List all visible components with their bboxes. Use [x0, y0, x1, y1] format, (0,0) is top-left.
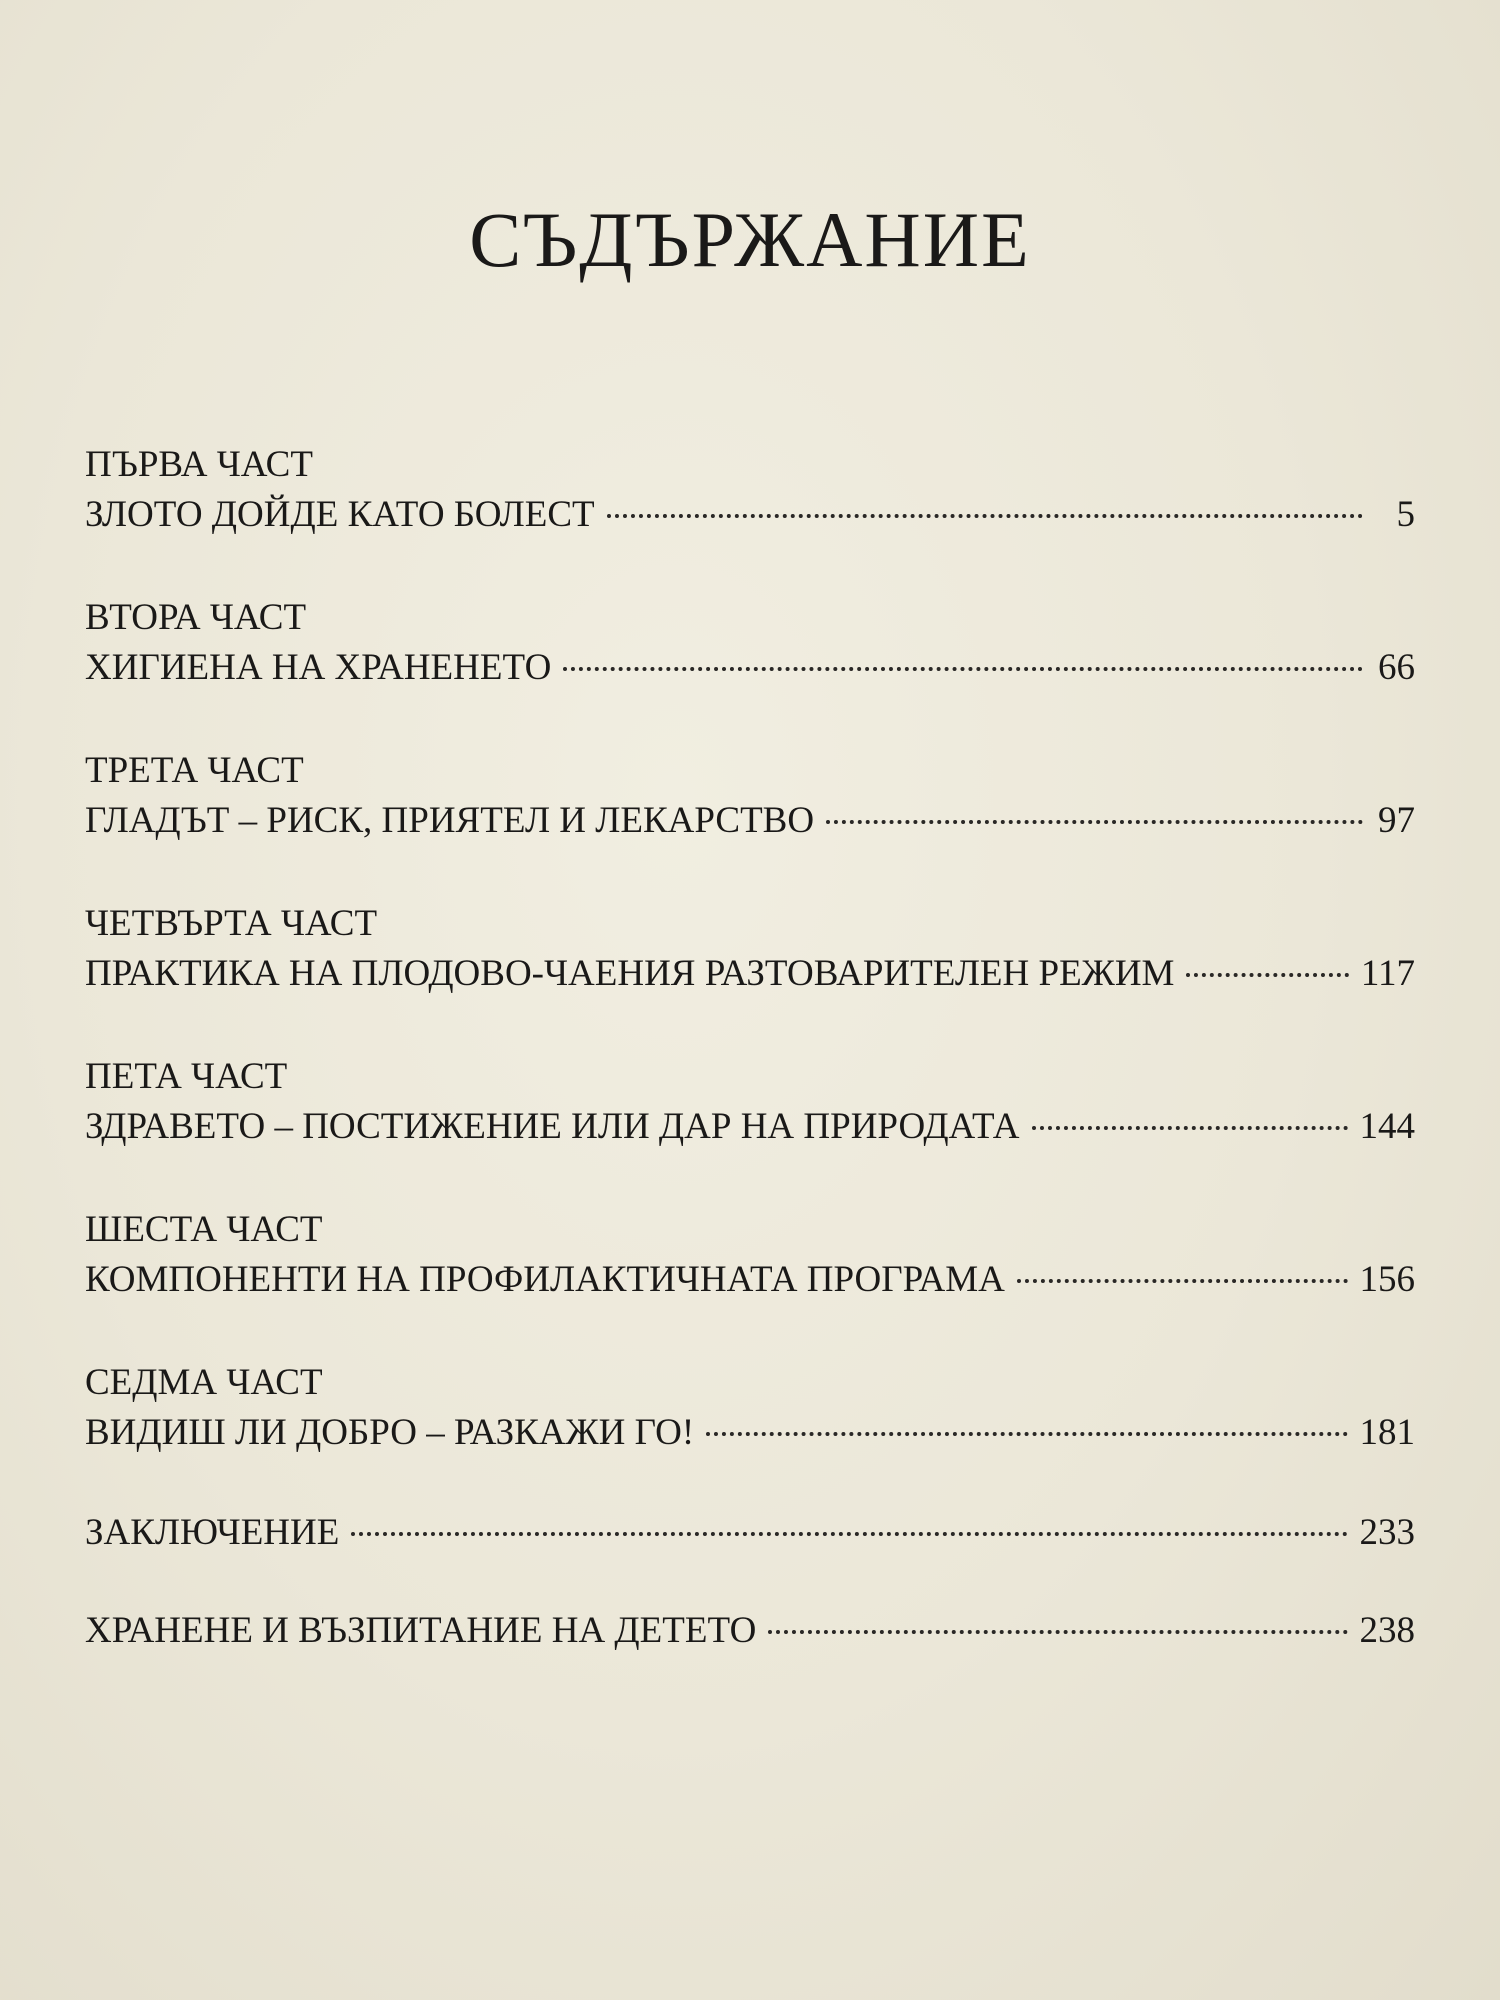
toc-chapter-title: ЗЛОТО ДОЙДЕ КАТО БОЛЕСТ [85, 494, 595, 535]
toc-part-label: ВТОРА ЧАСТ [85, 597, 307, 638]
toc-part-label: ПЕТА ЧАСТ [85, 1056, 288, 1097]
toc-line [85, 490, 1415, 540]
toc-entry [85, 440, 1415, 540]
toc-chapter-title: ЗАКЛЮЧЕНИЕ [85, 1512, 340, 1553]
toc-part-label: СЕДМА ЧАСТ [85, 1362, 323, 1403]
toc-entry [85, 1606, 1415, 1656]
toc-entry [85, 1358, 1415, 1458]
page-title: СЪДЪРЖАНИЕ [469, 196, 1031, 283]
dot-leader [1017, 1279, 1348, 1283]
toc-entry [85, 899, 1415, 999]
dot-leader [1186, 973, 1348, 977]
toc-line [85, 796, 1415, 846]
table-of-contents [85, 440, 1415, 1656]
toc-entry [85, 593, 1415, 693]
toc-line [85, 1255, 1415, 1305]
toc-part-label: ЧЕТВЪРТА ЧАСТ [85, 903, 378, 944]
toc-page-number: 97 [1378, 800, 1415, 841]
dot-leader [826, 820, 1363, 824]
toc-line [85, 1102, 1415, 1152]
toc-line [85, 949, 1415, 999]
dot-leader [706, 1432, 1347, 1436]
toc-chapter-title: КОМПОНЕНТИ НА ПРОФИЛАКТИЧНАТА ПРОГРАМА [85, 1259, 1005, 1300]
dot-leader [351, 1532, 1347, 1536]
toc-part-label: ТРЕТА ЧАСТ [85, 750, 304, 791]
toc-entry [85, 1052, 1415, 1152]
toc-line [85, 643, 1415, 693]
toc-chapter-title: ХРАНЕНЕ И ВЪЗПИТАНИЕ НА ДЕТЕТО [85, 1610, 757, 1651]
dot-leader [563, 667, 1363, 671]
toc-line [85, 1408, 1415, 1458]
toc-chapter-title: ВИДИШ ЛИ ДОБРО – РАЗКАЖИ ГО! [85, 1412, 695, 1453]
toc-line [85, 1508, 1415, 1558]
dot-leader [607, 514, 1363, 518]
toc-page-number: 233 [1359, 1512, 1415, 1553]
toc-part-label: ПЪРВА ЧАСТ [85, 444, 313, 485]
toc-entry [85, 746, 1415, 846]
toc-entry [85, 1205, 1415, 1305]
toc-line [85, 1606, 1415, 1656]
toc-entry [85, 1508, 1415, 1558]
dot-leader [768, 1630, 1347, 1634]
toc-chapter-title: ХИГИЕНА НА ХРАНЕНЕТО [85, 647, 552, 688]
toc-part-label: ШЕСТА ЧАСТ [85, 1209, 323, 1250]
toc-chapter-title: ЗДРАВЕТО – ПОСТИЖЕНИЕ ИЛИ ДАР НА ПРИРОДАТА [85, 1106, 1020, 1147]
toc-chapter-title: ГЛАДЪТ – РИСК, ПРИЯТЕЛ И ЛЕКАРСТВО [85, 800, 815, 841]
toc-chapter-title: ПРАКТИКА НА ПЛОДОВО-ЧАЕНИЯ РАЗТОВАРИТЕЛЕН РЕЖИМ [85, 953, 1175, 994]
toc-page-number: 117 [1360, 953, 1415, 994]
toc-page-number: 181 [1359, 1412, 1415, 1453]
toc-page-number: 238 [1359, 1610, 1415, 1651]
toc-page-number: 5 [1396, 494, 1415, 535]
toc-page-number: 144 [1359, 1106, 1415, 1147]
toc-page-number: 66 [1378, 647, 1415, 688]
toc-page-number: 156 [1359, 1259, 1415, 1300]
dot-leader [1032, 1126, 1348, 1130]
